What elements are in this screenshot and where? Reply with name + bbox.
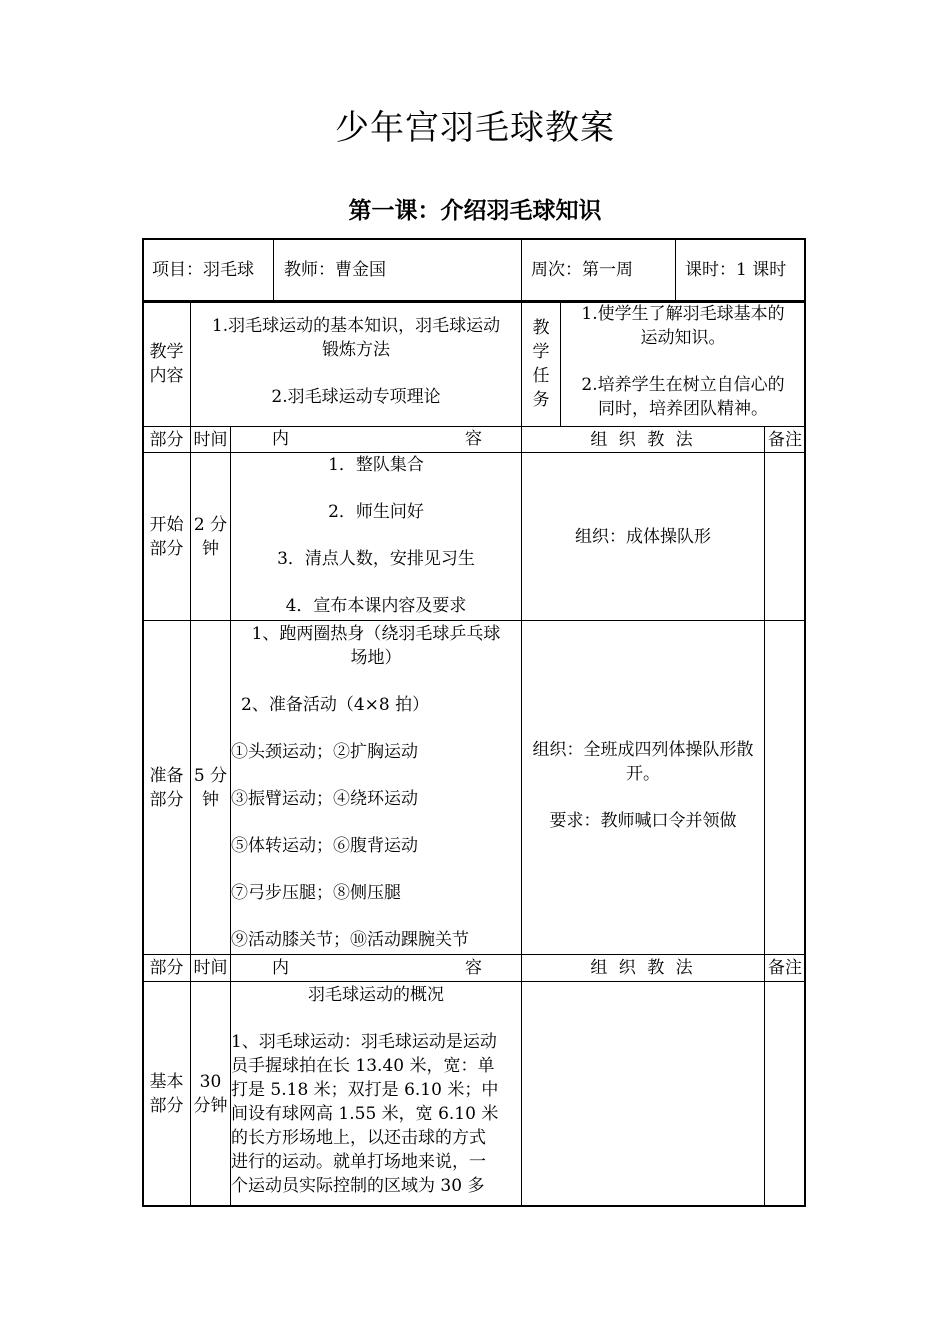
col-header-note-2: 备注: [768, 958, 802, 978]
prep-part: 准备 部分: [149, 765, 184, 810]
start-content: 1．整队集合 2．师生问好 3．清点人数，安排见习生 4．宣布本课内容及要求: [277, 455, 475, 616]
lesson-subtitle: 第一课：介绍羽毛球知识: [348, 198, 602, 224]
teaching-tasks: 1.使学生了解羽毛球基本的 运动知识。 2.培养学生在树立自信心的 同时，培养团队精神。: [581, 304, 785, 419]
start-time: 2 分 钟: [193, 514, 228, 559]
basic-time: 30 分钟: [193, 1072, 228, 1116]
teaching-content: 1.羽毛球运动的基本知识，羽毛球运动 锻炼方法 2.羽毛球运动专项理论: [211, 316, 501, 407]
col-header-time: 时间: [193, 429, 228, 450]
col-header-time-2: 时间: [193, 958, 228, 978]
col-header-part: 部分: [149, 429, 184, 450]
teaching-content-label: 教学 内容: [149, 342, 184, 386]
basic-content: 羽毛球运动的概况 1、羽毛球运动：羽毛球运动是运动 员手握球拍在长 13.40 米，宽：单 打是 5.18 米；双打是 6.10 米；中 间设有球网高 1.55 米，宽 6.10 米 的长方形场地上，以还击球的方式 进行的运动。就单打场地来说，一 个运动员实际控制的区域为 30 多: [231, 985, 499, 1196]
col-header-content-b-2: 容: [465, 958, 482, 978]
start-method: 组织：成体操队形: [575, 526, 711, 547]
col-header-content-a: 内: [272, 429, 289, 449]
header-project: 项目：羽毛球: [152, 260, 254, 280]
header-teacher: 教师：曹金国: [284, 260, 386, 280]
prep-time: 5 分 钟: [193, 765, 228, 810]
col-header-part-2: 部分: [149, 958, 184, 978]
prep-method: 组织：全班成四列体操队形散 开。 要求：教师喊口令并领做: [532, 740, 754, 831]
col-header-method: 组 织 教 法: [590, 429, 696, 450]
col-header-note: 备注: [768, 429, 802, 450]
teaching-task-label: 教 学 任 务: [532, 318, 550, 410]
basic-part: 基本 部分: [149, 1072, 184, 1116]
header-hours: 课时：1 课时: [685, 260, 787, 280]
col-header-method-2: 组 织 教 法: [590, 958, 696, 978]
start-part: 开始 部分: [149, 514, 184, 559]
header-week: 周次：第一周: [531, 260, 633, 280]
col-header-content-a-2: 内: [272, 958, 289, 978]
page-title: 少年宫羽毛球教案: [335, 108, 615, 148]
col-header-content-b: 容: [465, 429, 482, 449]
prep-content: 1、跑两圈热身（绕羽毛球乒乓球 场地） 2、准备活动（4×8 拍） ①头颈运动；②扩胸运动 ③振臂运动；④绕环运动 ⑤体转运动；⑥腹背运动 ⑦弓步压腿；⑧侧压腿 ⑨活动膝关节；⑩活动踝腕关节: [231, 624, 501, 950]
